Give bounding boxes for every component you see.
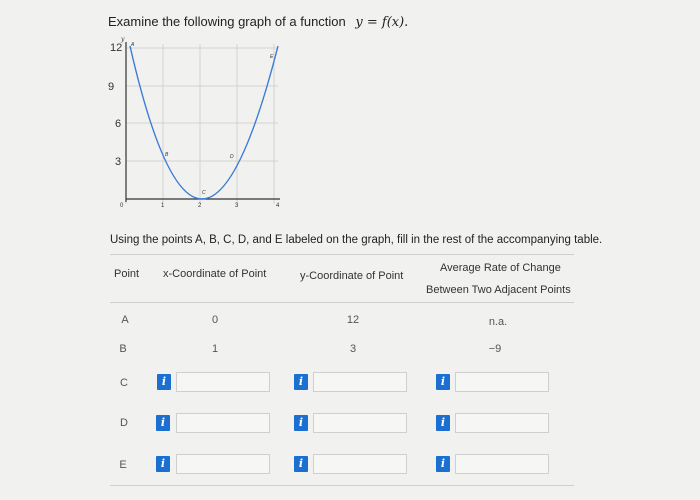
header-y-coordinate: y-Coordinate of Point [300, 270, 404, 282]
header-x-coordinate: x-Coordinate of Point [163, 268, 267, 280]
rate-input-d[interactable] [455, 413, 549, 433]
point-label-a: A [131, 42, 135, 48]
y-coordinate-input-e[interactable] [313, 454, 407, 474]
rate-value-cell: −9 [488, 343, 502, 355]
rate-value-cell: n.a. [488, 316, 508, 328]
y-axis-label: y [121, 36, 125, 43]
point-cell: E [119, 459, 127, 471]
x-coordinate-input-c[interactable] [176, 372, 270, 392]
rate-input-e[interactable] [455, 454, 549, 474]
header-rate-line1: Average Rate of Change [440, 262, 561, 274]
info-icon[interactable]: i [157, 374, 171, 390]
point-cell: C [120, 377, 128, 389]
instructions: Using the points A, B, C, D, and E labeled on the graph, fill in the rest of the accompanying table. [110, 234, 603, 246]
x-tick-label: 3 [235, 203, 239, 209]
point-label-d: D [230, 154, 234, 160]
info-icon[interactable]: i [294, 456, 308, 472]
point-label-b: B [165, 152, 169, 158]
y-tick-label: 9 [108, 81, 115, 93]
x-tick-label: 0 [120, 203, 124, 209]
function-graph [100, 34, 300, 214]
x-value-cell: 0 [211, 314, 219, 326]
point-label-e: E [270, 54, 274, 60]
y-value-cell: 3 [349, 343, 357, 355]
x-coordinate-input-d[interactable] [176, 413, 270, 433]
y-tick-label: 6 [115, 118, 122, 130]
point-cell: D [120, 417, 128, 429]
question-prompt [108, 14, 408, 30]
info-icon[interactable]: i [436, 456, 450, 472]
x-tick-label: 2 [198, 203, 202, 209]
table-top-rule [110, 254, 574, 255]
header-rate-line2: Between Two Adjacent Points [426, 284, 571, 296]
info-icon[interactable]: i [436, 374, 450, 390]
x-value-cell: 1 [211, 343, 219, 355]
y-value-cell: 12 [346, 314, 360, 326]
header-point: Point [114, 268, 140, 280]
x-tick-label: 1 [161, 203, 165, 209]
y-tick-label: 3 [115, 156, 122, 168]
y-coordinate-input-d[interactable] [313, 413, 407, 433]
prompt-text: Examine the following graph of a function [108, 14, 346, 29]
table-bottom-rule [110, 485, 574, 486]
info-icon[interactable]: i [156, 415, 170, 431]
rate-input-c[interactable] [455, 372, 549, 392]
info-icon[interactable]: i [294, 415, 308, 431]
y-tick-label: 12 [110, 42, 123, 54]
x-tick-label: 4 [276, 203, 280, 209]
point-cell: B [119, 343, 127, 355]
point-cell: A [121, 314, 129, 326]
info-icon[interactable]: i [436, 415, 450, 431]
info-icon[interactable]: i [156, 456, 170, 472]
function-equation: y = f(x). [355, 15, 409, 30]
x-coordinate-input-e[interactable] [176, 454, 270, 474]
info-icon[interactable]: i [294, 374, 308, 390]
y-coordinate-input-c[interactable] [313, 372, 407, 392]
point-label-c: C [202, 190, 206, 196]
table-header-rule [110, 302, 574, 303]
